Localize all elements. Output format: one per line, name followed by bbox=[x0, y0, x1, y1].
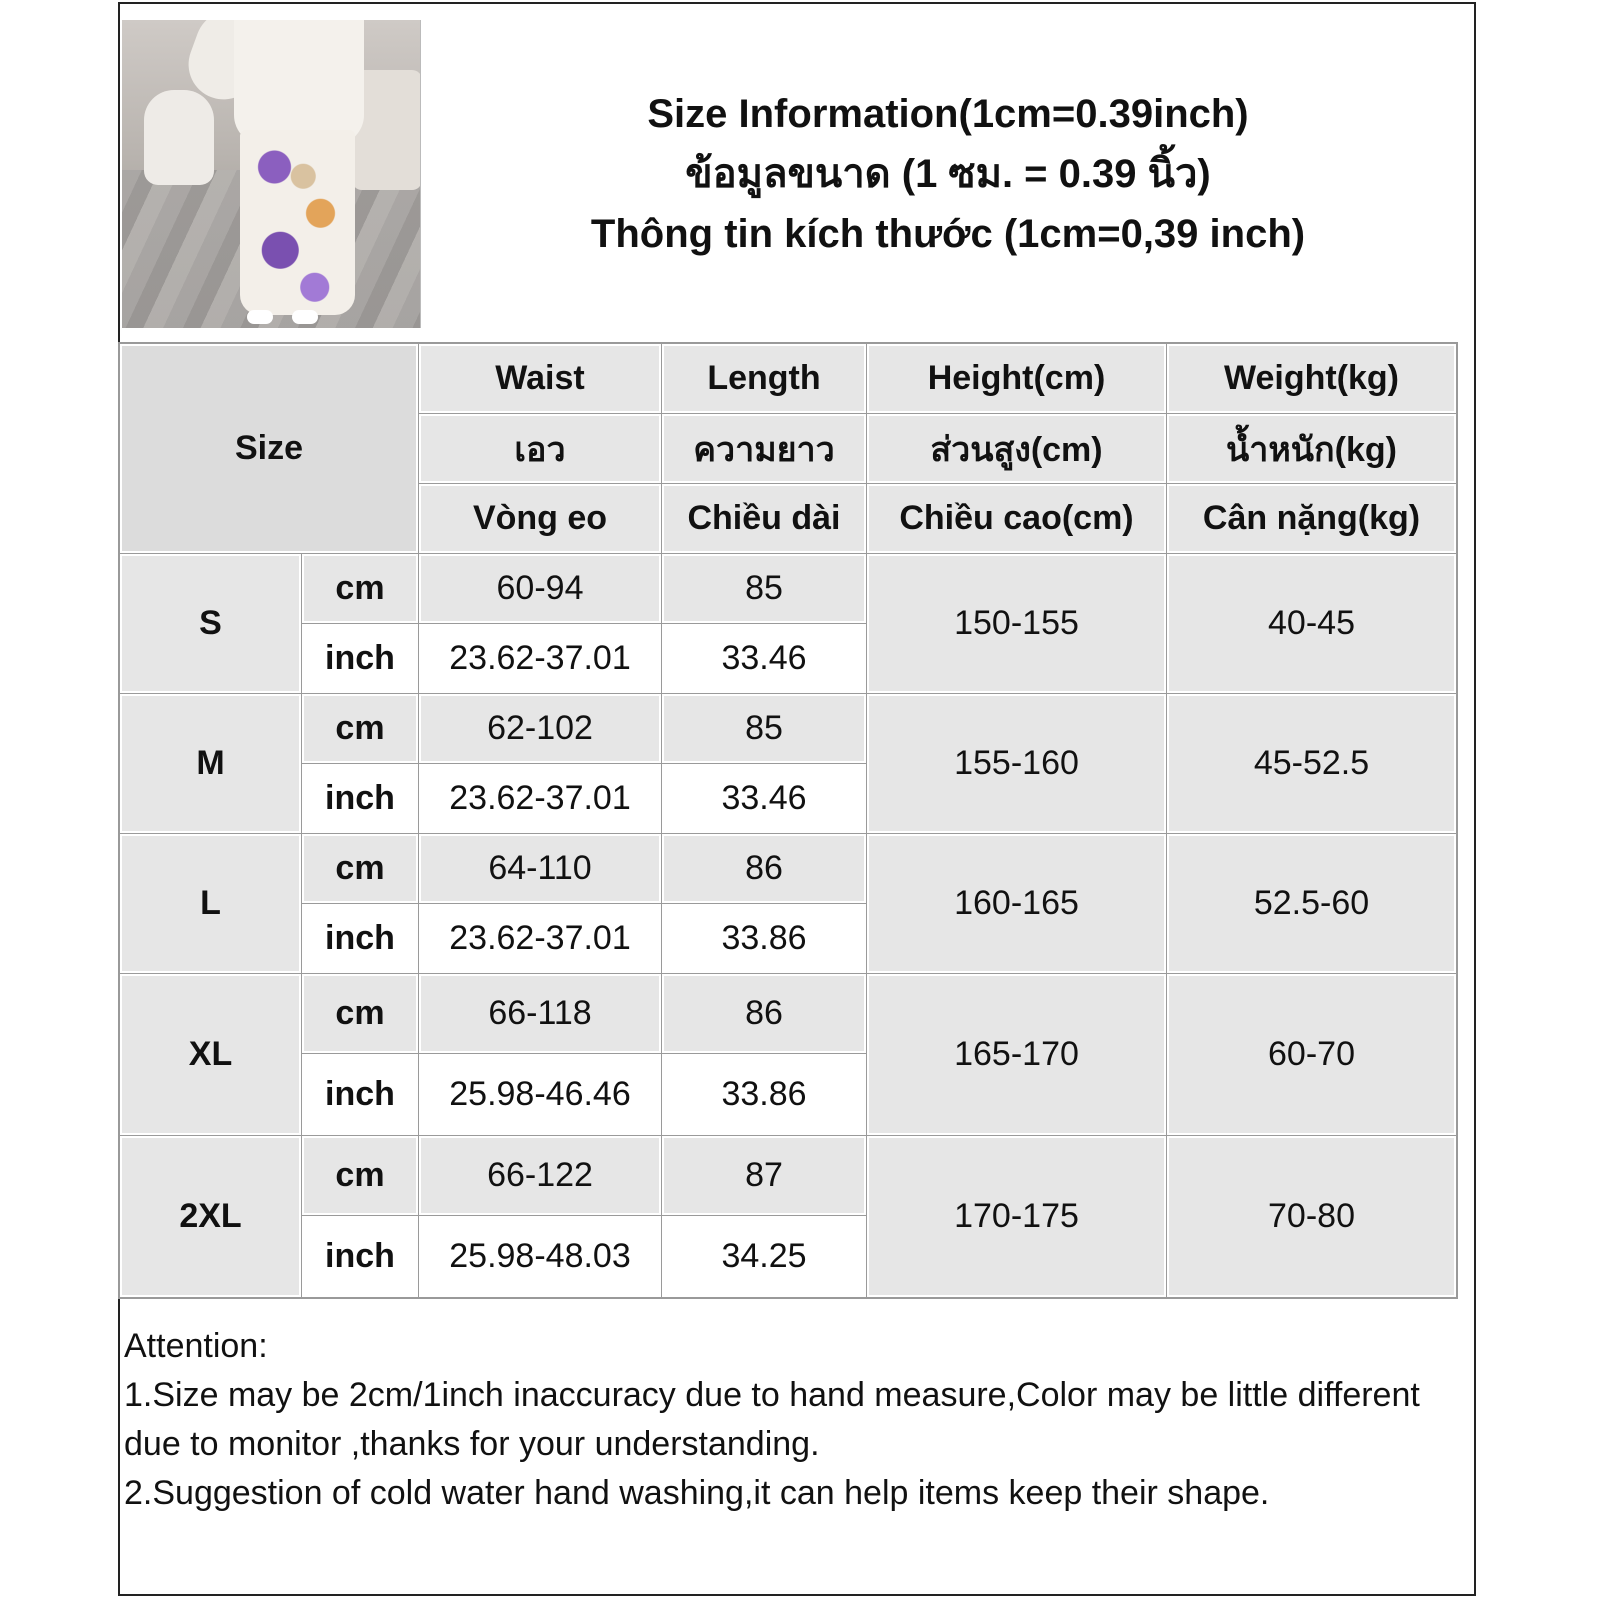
title-english: Size Information(1cm=0.39inch) bbox=[647, 92, 1249, 136]
header-height-th: ส่วนสูง(cm) bbox=[867, 414, 1167, 484]
unit-inch: inch bbox=[302, 764, 419, 834]
size-label: L bbox=[120, 834, 302, 974]
size-header: Size bbox=[120, 344, 419, 554]
weight-value: 70-80 bbox=[1167, 1136, 1457, 1298]
length-inch-value: 33.86 bbox=[662, 1054, 867, 1136]
weight-value: 52.5-60 bbox=[1167, 834, 1457, 974]
length-inch-value: 33.46 bbox=[662, 764, 867, 834]
height-value: 150-155 bbox=[867, 554, 1167, 694]
waist-cm-value: 64-110 bbox=[419, 834, 662, 904]
unit-cm: cm bbox=[302, 694, 419, 764]
table-row bbox=[120, 554, 1457, 624]
header-waist-th: เอว bbox=[419, 414, 662, 484]
table-row bbox=[120, 694, 1457, 764]
waist-inch-value: 25.98-48.03 bbox=[419, 1216, 662, 1298]
header-length-en: Length bbox=[662, 344, 867, 414]
header-height-vi: Chiều cao(cm) bbox=[867, 484, 1167, 554]
height-value: 160-165 bbox=[867, 834, 1167, 974]
size-label: M bbox=[120, 694, 302, 834]
attention-item-1: 1.Size may be 2cm/1inch inaccuracy due to hand measure,Color may be little different due to monitor ,thanks for your understanding. bbox=[124, 1376, 1420, 1463]
waist-inch-value: 25.98-46.46 bbox=[419, 1054, 662, 1136]
attention-item-2: 2.Suggestion of cold water hand washing,it can help items keep their shape. bbox=[124, 1474, 1270, 1512]
header-weight-th: น้ำหนัก(kg) bbox=[1167, 414, 1457, 484]
unit-inch: inch bbox=[302, 624, 419, 694]
header-waist-vi: Vòng eo bbox=[419, 484, 662, 554]
waist-inch-value: 23.62-37.01 bbox=[419, 904, 662, 974]
size-label: S bbox=[120, 554, 302, 694]
waist-inch-value: 23.62-37.01 bbox=[419, 624, 662, 694]
length-cm-value: 86 bbox=[662, 974, 867, 1054]
length-cm-value: 85 bbox=[662, 694, 867, 764]
size-table bbox=[119, 343, 1457, 1298]
unit-cm: cm bbox=[302, 1136, 419, 1216]
unit-inch: inch bbox=[302, 1054, 419, 1136]
attention-heading: Attention: bbox=[124, 1327, 268, 1365]
length-inch-value: 33.46 bbox=[662, 624, 867, 694]
waist-cm-value: 66-118 bbox=[419, 974, 662, 1054]
unit-cm: cm bbox=[302, 554, 419, 624]
waist-cm-value: 60-94 bbox=[419, 554, 662, 624]
header-length-th: ความยาว bbox=[662, 414, 867, 484]
size-label: XL bbox=[120, 974, 302, 1136]
waist-cm-value: 62-102 bbox=[419, 694, 662, 764]
length-cm-value: 86 bbox=[662, 834, 867, 904]
title-vietnamese: Thông tin kích thước (1cm=0,39 inch) bbox=[590, 212, 1306, 256]
attention-notes bbox=[124, 1322, 1464, 1518]
length-cm-value: 85 bbox=[662, 554, 867, 624]
length-cm-value: 87 bbox=[662, 1136, 867, 1216]
unit-cm: cm bbox=[302, 834, 419, 904]
weight-value: 60-70 bbox=[1167, 974, 1457, 1136]
weight-value: 45-52.5 bbox=[1167, 694, 1457, 834]
unit-inch: inch bbox=[302, 1216, 419, 1298]
header-waist-en: Waist bbox=[419, 344, 662, 414]
title-thai: ข้อมูลขนาด (1 ซม. = 0.39 นิ้ว) bbox=[685, 152, 1211, 196]
size-label: 2XL bbox=[120, 1136, 302, 1298]
unit-inch: inch bbox=[302, 904, 419, 974]
length-inch-value: 34.25 bbox=[662, 1216, 867, 1298]
product-photo bbox=[122, 20, 421, 328]
unit-cm: cm bbox=[302, 974, 419, 1054]
weight-value: 40-45 bbox=[1167, 554, 1457, 694]
table-row bbox=[120, 834, 1457, 904]
table-row bbox=[120, 1136, 1457, 1216]
height-value: 155-160 bbox=[867, 694, 1167, 834]
header-weight-vi: Cân nặng(kg) bbox=[1167, 484, 1457, 554]
size-info-title bbox=[420, 84, 1476, 264]
header-height-en: Height(cm) bbox=[867, 344, 1167, 414]
header-weight-en: Weight(kg) bbox=[1167, 344, 1457, 414]
table-row bbox=[120, 974, 1457, 1054]
waist-inch-value: 23.62-37.01 bbox=[419, 764, 662, 834]
height-value: 165-170 bbox=[867, 974, 1167, 1136]
length-inch-value: 33.86 bbox=[662, 904, 867, 974]
header-length-vi: Chiều dài bbox=[662, 484, 867, 554]
height-value: 170-175 bbox=[867, 1136, 1167, 1298]
waist-cm-value: 66-122 bbox=[419, 1136, 662, 1216]
